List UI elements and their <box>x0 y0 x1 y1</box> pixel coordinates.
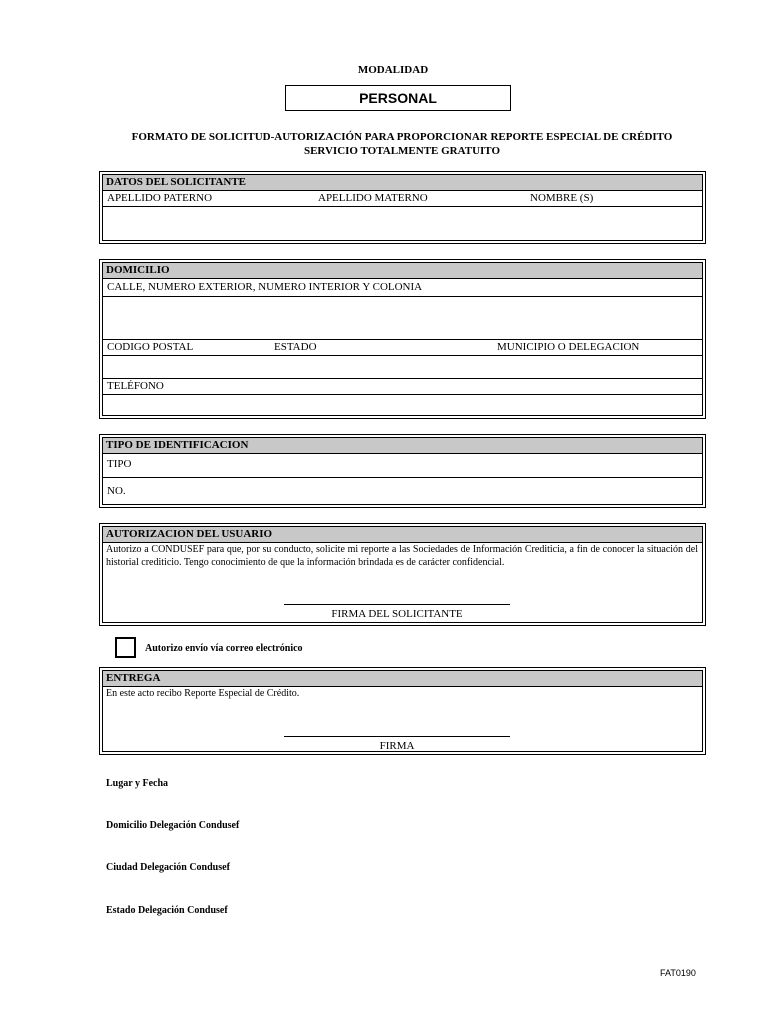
tipo-label: TIPO <box>107 458 132 470</box>
estado-delegacion-label: Estado Delegación Condusef <box>106 905 228 916</box>
apellido-materno-label: APELLIDO MATERNO <box>318 192 428 204</box>
form-title <box>0 130 768 158</box>
autorizacion-text: Autorizo a CONDUSEF para que, por su conducto, solicite mi reporte a las Sociedades de Información Crediticia, a fin de conocer la situación del historial crediticio. Tengo conocimiento de que la información brindada es de carácter confidencial. <box>106 544 698 568</box>
tipo-field[interactable] <box>140 455 702 477</box>
firma-solicitante-line[interactable] <box>284 604 510 605</box>
form-title-line2: SERVICIO TOTALMENTE GRATUITO <box>303 145 501 157</box>
telefono-label: TELÉFONO <box>107 380 164 392</box>
entrega-text: En este acto recibo Reporte Especial de Crédito. <box>106 688 300 699</box>
no-field[interactable] <box>140 479 702 505</box>
estado-label: ESTADO <box>274 341 317 353</box>
identificacion-section <box>99 434 706 508</box>
cp-estado-municipio-field[interactable] <box>103 356 702 378</box>
calle-label: CALLE, NUMERO EXTERIOR, NUMERO INTERIOR Y COLONIA <box>107 281 423 293</box>
autorizacion-header: AUTORIZACION DEL USUARIO <box>103 527 702 543</box>
datos-solicitante-header: DATOS DEL SOLICITANTE <box>103 175 702 191</box>
divider <box>103 339 702 340</box>
firma-entrega-label: FIRMA <box>379 740 415 752</box>
domicilio-section <box>99 259 706 419</box>
solicitante-name-field[interactable] <box>103 207 702 240</box>
lugar-fecha-label: Lugar y Fecha <box>106 778 169 789</box>
entrega-header: ENTREGA <box>103 671 702 687</box>
datos-solicitante-section <box>99 171 706 244</box>
ciudad-delegacion-label: Ciudad Delegación Condusef <box>106 862 230 873</box>
apellido-paterno-label: APELLIDO PATERNO <box>107 192 213 204</box>
calle-field[interactable] <box>103 297 702 339</box>
no-label: NO. <box>107 485 126 497</box>
firma-entrega-line[interactable] <box>284 736 510 737</box>
correo-label: Autorizo envío vía correo electrónico <box>145 643 303 654</box>
correo-checkbox[interactable] <box>115 637 136 658</box>
modalidad-value: PERSONAL <box>285 85 511 111</box>
telefono-field[interactable] <box>103 395 702 415</box>
municipio-label: MUNICIPIO O DELEGACION <box>497 341 640 353</box>
firma-solicitante-label: FIRMA DEL SOLICITANTE <box>331 608 463 620</box>
modalidad-label: MODALIDAD <box>357 64 429 76</box>
form-code: FAT0190 <box>660 968 696 978</box>
identificacion-header: TIPO DE IDENTIFICACION <box>103 438 702 454</box>
divider <box>103 378 702 379</box>
domicilio-delegacion-label: Domicilio Delegación Condusef <box>106 820 240 831</box>
domicilio-header: DOMICILIO <box>103 263 702 279</box>
form-title-line1: FORMATO DE SOLICITUD-AUTORIZACIÓN PARA PROPORCIONAR REPORTE ESPECIAL DE CRÉDITO <box>131 131 673 143</box>
divider <box>103 477 702 478</box>
codigo-postal-label: CODIGO POSTAL <box>107 341 194 353</box>
nombre-label: NOMBRE (S) <box>530 192 594 204</box>
